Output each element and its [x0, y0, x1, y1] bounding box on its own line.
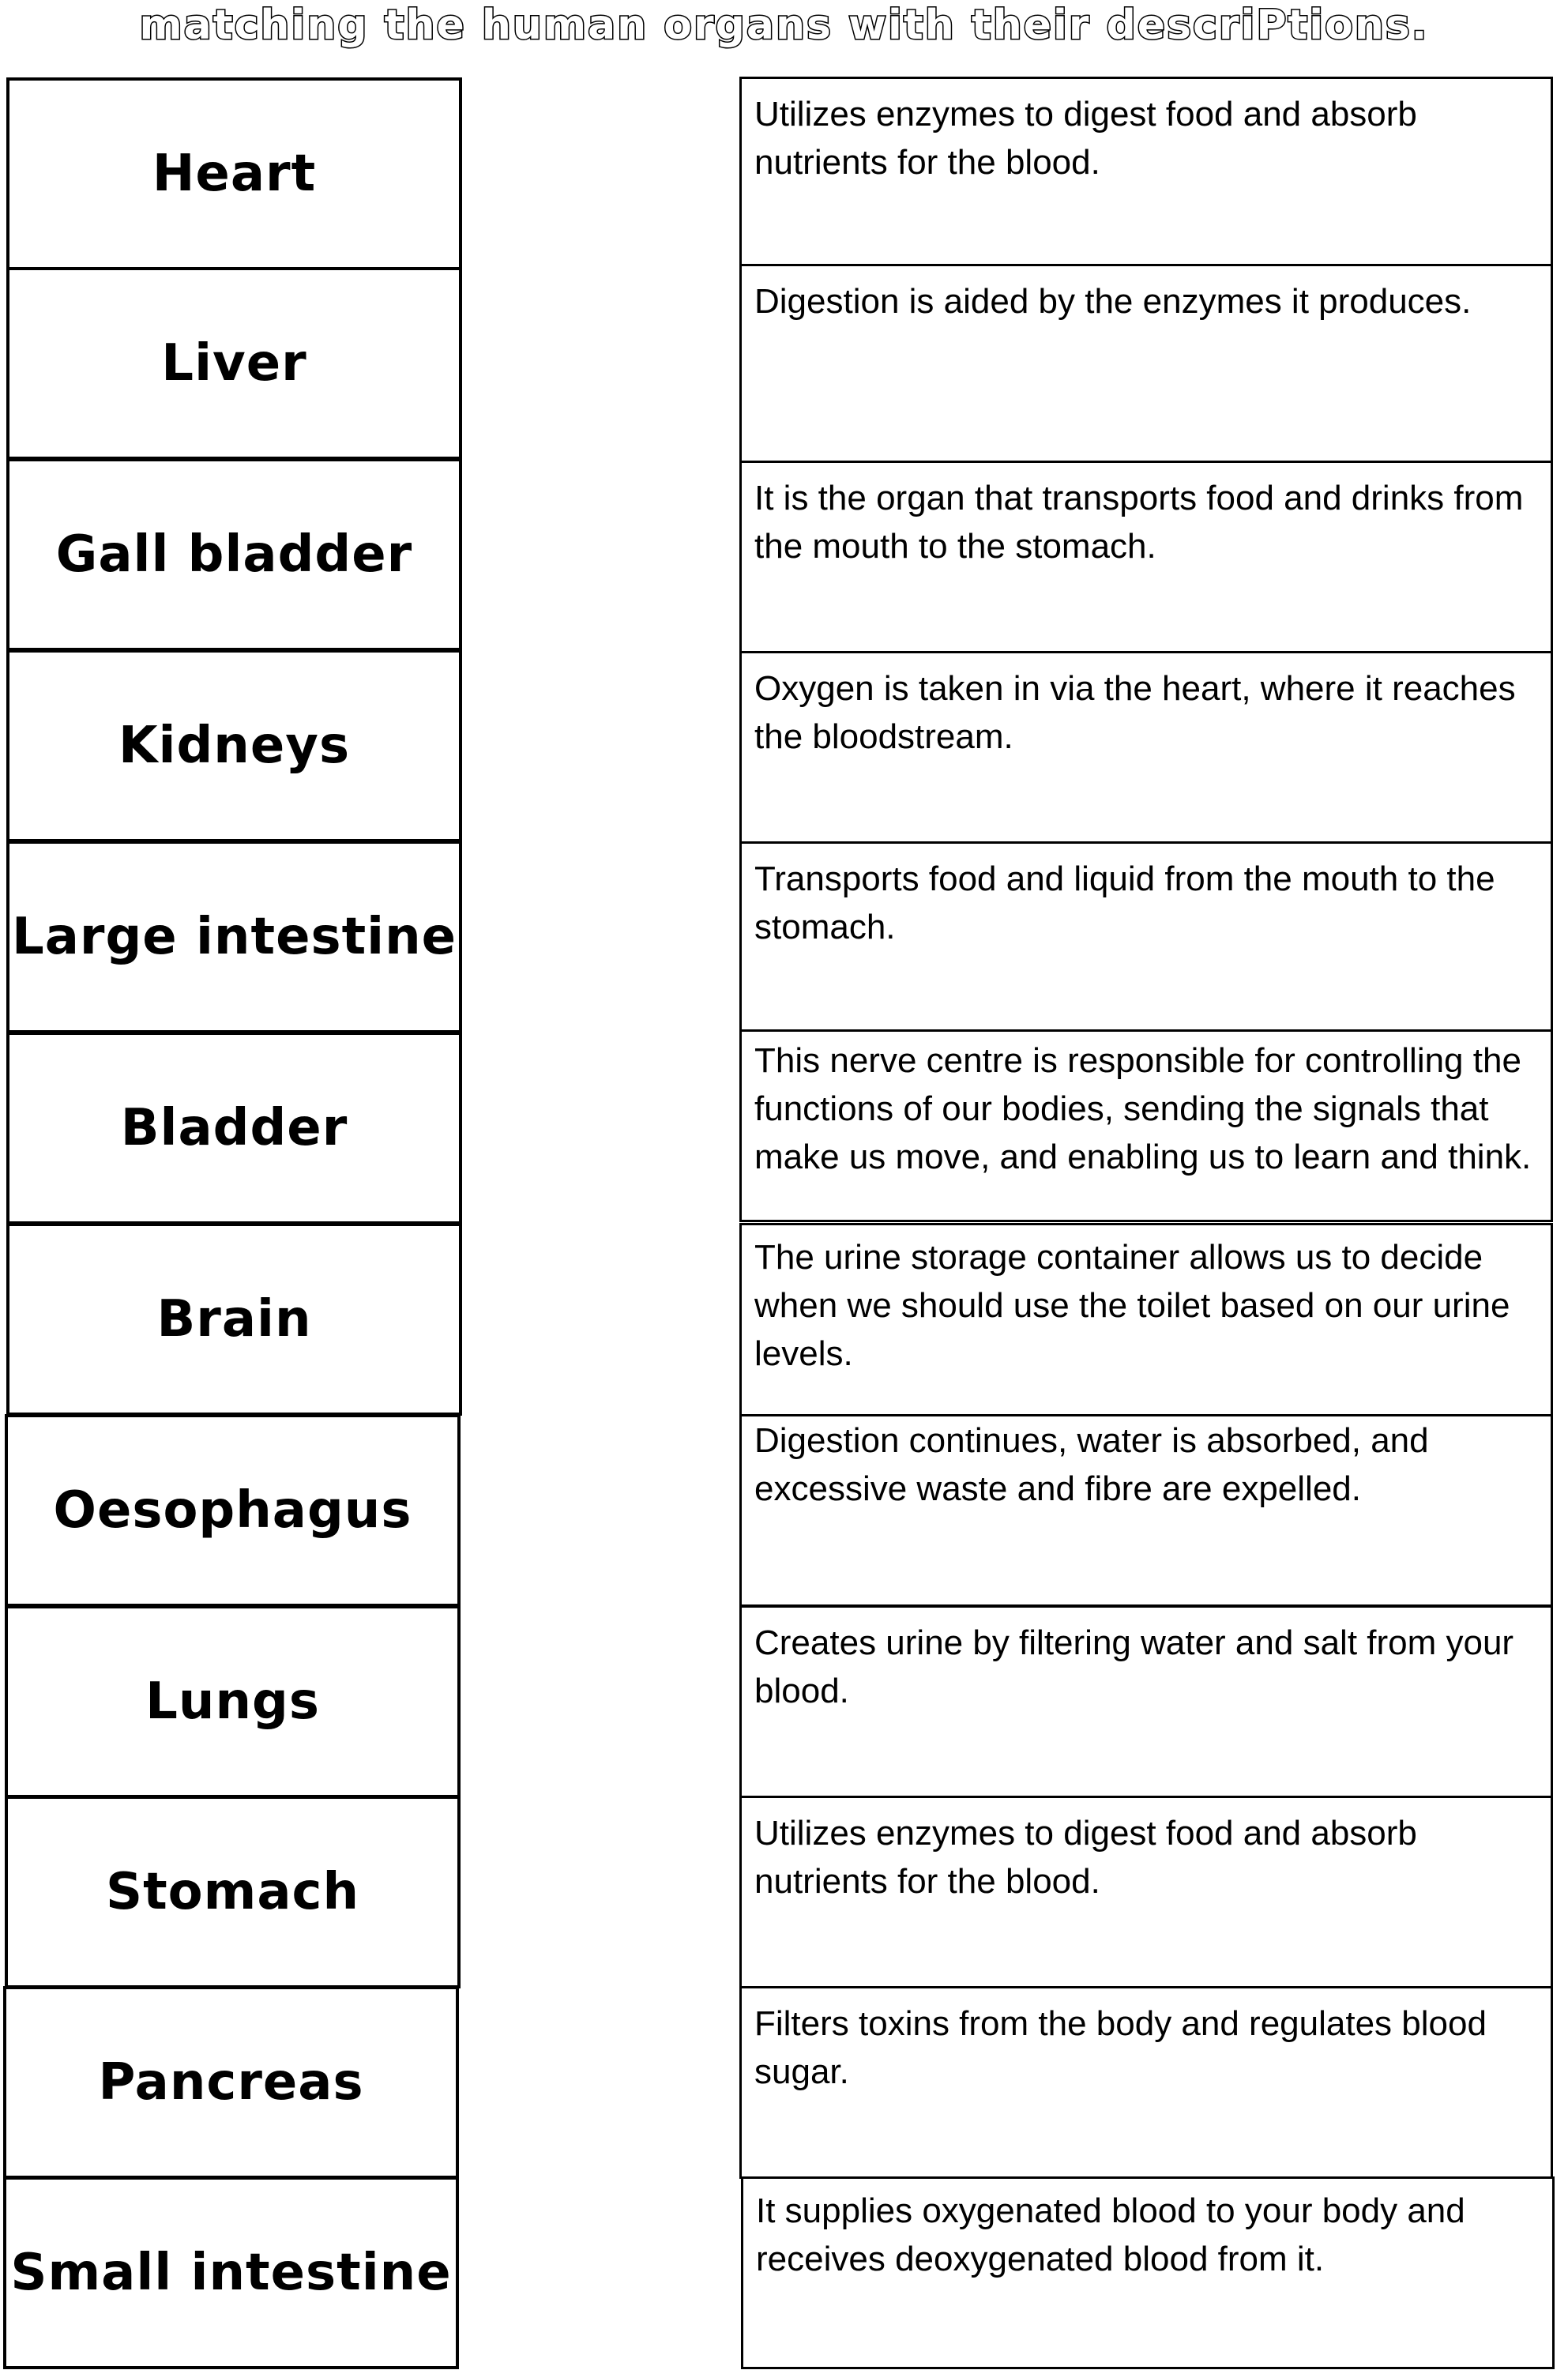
description-card-6 — [739, 1029, 1553, 1222]
organ-label: Lungs — [145, 1672, 320, 1731]
description-card-9 — [739, 1605, 1553, 1798]
organ-label: Gall bladder — [55, 525, 413, 584]
organ-label: Stomach — [105, 1863, 360, 1921]
organ-card-kidneys — [6, 649, 462, 842]
description-card-12 — [741, 2176, 1555, 2369]
organ-card-small-intestine — [3, 2176, 459, 2369]
organ-label: Large intestine — [11, 908, 457, 966]
description-card-4 — [739, 651, 1553, 844]
description-text: Oxygen is taken in via the heart, where it reaches the bloodstream. — [754, 669, 1516, 756]
organ-label: Bladder — [120, 1099, 348, 1157]
organ-card-gall-bladder — [6, 458, 462, 651]
description-text: It is the organ that transports food and drinks from the mouth to the stomach. — [754, 479, 1524, 566]
organ-card-heart — [6, 77, 462, 270]
description-text: Digestion continues, water is absorbed, and excessive waste and fibre are expelled. — [754, 1421, 1429, 1508]
description-text: Digestion is aided by the enzymes it produces. — [754, 282, 1472, 321]
description-card-8 — [739, 1414, 1553, 1607]
organ-card-stomach — [5, 1796, 461, 1988]
description-card-3 — [739, 461, 1553, 653]
description-text: The urine storage container allows us to decide when we should use the toilet based on our urine levels. — [754, 1238, 1510, 1373]
description-text: Utilizes enzymes to digest food and absorb nutrients for the blood. — [754, 95, 1417, 182]
organ-label: Heart — [152, 145, 317, 203]
organ-label: Kidneys — [118, 717, 351, 775]
description-card-7 — [739, 1223, 1553, 1416]
organ-card-oesophagus — [5, 1414, 461, 1607]
organ-label: Small intestine — [10, 2244, 452, 2302]
description-card-5 — [739, 841, 1553, 1034]
worksheet-title: matching the human organs with their descriPtions. — [139, 2, 1429, 49]
description-card-1 — [739, 77, 1553, 266]
description-text: Filters toxins from the body and regulates blood sugar. — [754, 2004, 1487, 2091]
organ-card-lungs — [5, 1605, 461, 1798]
organ-label: Pancreas — [98, 2053, 364, 2112]
description-text: Transports food and liquid from the mouth to the stomach. — [754, 860, 1495, 946]
description-text: It supplies oxygenated blood to your body and receives deoxygenated blood from it. — [756, 2191, 1465, 2278]
description-text: This nerve centre is responsible for controlling the functions of our bodies, sending the signals that make us move, and enabling us to learn and think. — [754, 1041, 1532, 1176]
description-card-10 — [739, 1796, 1553, 1988]
organ-label: Oesophagus — [53, 1481, 412, 1540]
organ-card-pancreas — [3, 1986, 459, 2179]
description-text: Utilizes enzymes to digest food and absorb nutrients for the blood. — [754, 1814, 1417, 1901]
organ-card-liver — [6, 267, 462, 460]
description-card-11 — [739, 1986, 1553, 2179]
description-text: Creates urine by filtering water and salt from your blood. — [754, 1623, 1514, 1710]
organ-label: Liver — [161, 334, 307, 393]
organ-card-large-intestine — [6, 841, 462, 1033]
organ-card-brain — [6, 1223, 462, 1416]
description-card-2 — [739, 264, 1553, 463]
organ-card-bladder — [6, 1032, 462, 1224]
organ-label: Brain — [156, 1290, 312, 1349]
